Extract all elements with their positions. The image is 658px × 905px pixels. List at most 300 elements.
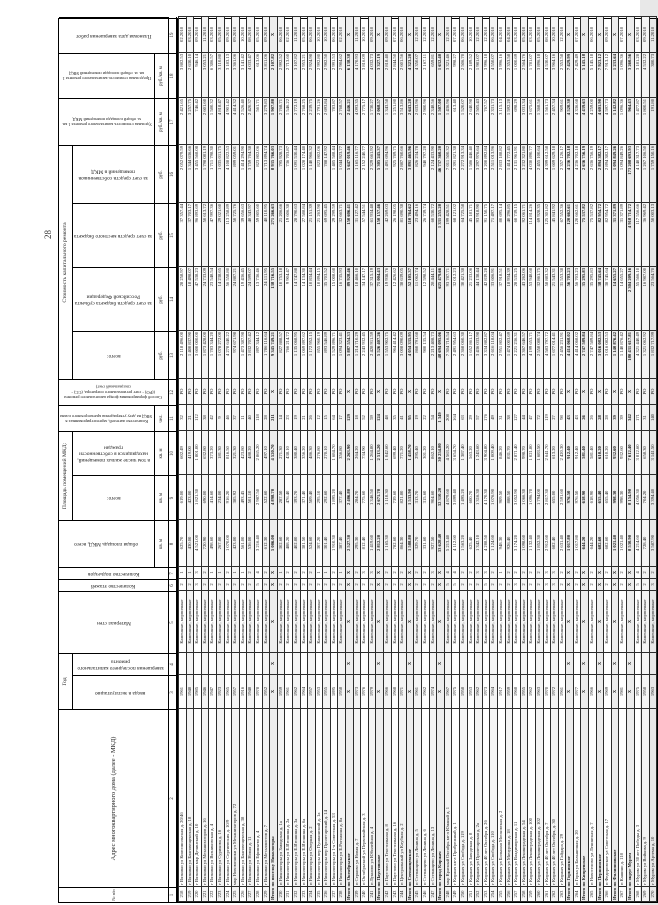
data-cell: 862.10 bbox=[429, 431, 437, 475]
data-cell: 3 812.60 bbox=[634, 431, 642, 475]
data-cell: 27 bbox=[551, 405, 559, 431]
data-cell: 1 730.27 bbox=[368, 98, 376, 145]
row-number-cell: 252 bbox=[475, 887, 483, 902]
data-cell: 1895 bbox=[330, 675, 338, 709]
data-cell: 1 652 861.17 bbox=[467, 331, 475, 379]
data-cell: 728.40 bbox=[642, 520, 650, 567]
data-cell: 4 530.07 bbox=[543, 53, 551, 98]
data-cell: 1 069 897.62 bbox=[300, 331, 308, 379]
group-header-cell: Площадь помещений МКД: bbox=[59, 431, 73, 520]
data-cell: 1958 bbox=[642, 675, 650, 709]
row-number-cell: 242 bbox=[384, 887, 392, 902]
data-cell: 69 928.35 bbox=[535, 203, 543, 267]
data-cell: X bbox=[596, 591, 604, 653]
data-cell: 1 533.90 bbox=[406, 475, 414, 520]
data-cell: Каменные, кирпичные bbox=[361, 591, 369, 653]
data-cell: 295.30 bbox=[353, 520, 361, 567]
data-cell: 26 739.74 bbox=[422, 203, 430, 267]
address-cell: г Киржач ул Свобода д. 110 bbox=[490, 709, 498, 887]
data-cell: РО bbox=[475, 379, 483, 405]
data-cell: 24 887.21 bbox=[232, 267, 240, 331]
data-cell: 788 147.92 bbox=[323, 145, 331, 203]
data-cell: 5 305 245.37 bbox=[376, 145, 384, 203]
data-cell: РО bbox=[338, 379, 346, 405]
column-number-cell: 15 bbox=[169, 203, 177, 267]
row-number-cell: 231 bbox=[285, 887, 293, 902]
data-cell: 284.70 bbox=[353, 475, 361, 520]
data-cell: 2 bbox=[619, 579, 627, 591]
data-cell: Каменные, кирпичные bbox=[201, 591, 209, 653]
table-row bbox=[201, 17, 209, 902]
data-cell: Каменные, кирпичные bbox=[642, 591, 650, 653]
data-cell: РО bbox=[224, 379, 232, 405]
data-cell: X bbox=[627, 653, 635, 675]
table-row bbox=[528, 17, 536, 902]
data-cell: 3 008 090.09 bbox=[399, 331, 407, 379]
row-number-cell: 270 bbox=[649, 887, 657, 902]
data-cell: 1961 bbox=[179, 675, 187, 709]
column-number-cell: 4 bbox=[169, 653, 177, 675]
data-cell: 5 145.18 bbox=[581, 53, 589, 98]
data-cell: 93 787.71 bbox=[444, 267, 452, 331]
data-cell: 1 021.80 bbox=[528, 431, 536, 475]
data-cell bbox=[179, 653, 187, 675]
data-cell: РО bbox=[232, 379, 240, 405]
data-cell: 3 327.19 bbox=[376, 53, 384, 98]
data-cell: 8 154.90 bbox=[627, 475, 635, 520]
data-cell: 1 bbox=[232, 567, 240, 579]
data-cell bbox=[535, 653, 543, 675]
table-row bbox=[642, 17, 650, 902]
data-cell: X bbox=[581, 675, 589, 709]
address-cell: г Вязники мкр Дечинский д. 10 bbox=[194, 709, 202, 887]
data-cell: 998.30 bbox=[619, 475, 627, 520]
data-cell: РО bbox=[239, 379, 247, 405]
data-cell: 08.2018 bbox=[247, 17, 255, 53]
unit-cell: чел. bbox=[155, 405, 169, 431]
table-row bbox=[232, 17, 240, 902]
data-cell: X bbox=[437, 579, 445, 591]
data-cell: 1 096.70 bbox=[528, 475, 536, 520]
header-cell: Количество жителей, зарегистрированных в МКД на дату утверждения краткосрочного плана bbox=[59, 405, 155, 431]
data-cell: 1 021.40 bbox=[619, 520, 627, 567]
data-cell: X bbox=[627, 17, 635, 53]
data-cell: 2 456 231.91 bbox=[558, 331, 566, 379]
data-cell: 2 633.96 bbox=[414, 98, 422, 145]
data-cell bbox=[391, 653, 399, 675]
table-row bbox=[247, 17, 255, 902]
data-cell: X bbox=[581, 591, 589, 653]
data-cell: 267.80 bbox=[216, 520, 224, 567]
data-cell: 4 918 714.72 bbox=[627, 203, 635, 267]
data-cell: X bbox=[406, 567, 414, 579]
data-cell: 625 479.66 bbox=[437, 267, 445, 331]
data-cell: 1948 bbox=[247, 675, 255, 709]
header-cell: за счет средств местного бюджета bbox=[73, 203, 155, 267]
data-cell: 21 233.06 bbox=[467, 267, 475, 331]
column-number-cell: 3 bbox=[169, 675, 177, 709]
data-cell: 8 935 766.03 bbox=[270, 145, 278, 203]
data-cell: 315.60 bbox=[422, 475, 430, 520]
data-cell: Каменные, кирпичные bbox=[247, 591, 255, 653]
data-cell: 2 818.40 bbox=[384, 53, 392, 98]
data-cell: 3 141.50 bbox=[649, 431, 657, 475]
data-cell bbox=[467, 653, 475, 675]
data-cell: 14 bbox=[277, 405, 285, 431]
data-cell: Каменные, кирпичные bbox=[528, 591, 536, 653]
data-cell: 1957 bbox=[308, 675, 316, 709]
data-cell: Каменные, кирпичные bbox=[589, 591, 597, 653]
data-cell: 855 960.19 bbox=[315, 331, 323, 379]
data-cell: 23 bbox=[285, 405, 293, 431]
address-cell: г Киржач ул 40 лет Октября д. 26 bbox=[482, 709, 490, 887]
row-number-cell: 263 bbox=[558, 887, 566, 902]
data-cell: X bbox=[611, 567, 619, 579]
data-cell: 67 552.36 bbox=[558, 203, 566, 267]
data-cell: 124 bbox=[376, 405, 384, 431]
data-cell: 2 457.34 bbox=[551, 98, 559, 145]
data-cell: 4 112.60 bbox=[452, 520, 460, 567]
data-cell: Каменные, кирпичные bbox=[649, 591, 657, 653]
data-cell: 1 bbox=[315, 567, 323, 579]
data-cell: 09.2018 bbox=[232, 17, 240, 53]
data-cell: 2 bbox=[497, 579, 505, 591]
data-cell: 82 954.72 bbox=[604, 203, 612, 267]
data-cell: 80 695.14 bbox=[497, 203, 505, 267]
data-cell: 313.70 bbox=[414, 475, 422, 520]
data-cell: 1957 bbox=[232, 675, 240, 709]
data-cell: 2 bbox=[315, 579, 323, 591]
column-number-cell: 1 bbox=[169, 887, 177, 902]
data-cell: 1 477.87 bbox=[634, 98, 642, 145]
data-cell: 658.30 bbox=[642, 431, 650, 475]
data-cell: Каменные, кирпичные bbox=[308, 591, 316, 653]
data-cell: 75 537.82 bbox=[589, 203, 597, 267]
data-cell: 1975 bbox=[452, 675, 460, 709]
data-cell: 909.61 bbox=[558, 98, 566, 145]
data-cell: 602.49 bbox=[179, 431, 187, 475]
data-cell: 38 bbox=[201, 405, 209, 431]
data-cell: X bbox=[581, 579, 589, 591]
data-cell: Каменные, кирпичные bbox=[573, 591, 581, 653]
data-cell: 4 054 335.95 bbox=[406, 331, 414, 379]
data-cell: 50 613.72 bbox=[201, 203, 209, 267]
data-cell: 3 394.40 bbox=[649, 475, 657, 520]
row-number-cell: 246 bbox=[422, 887, 430, 902]
data-cell: X bbox=[611, 675, 619, 709]
data-cell: 5 bbox=[634, 579, 642, 591]
data-cell: 600.70 bbox=[467, 475, 475, 520]
data-cell: 2 bbox=[391, 579, 399, 591]
data-cell: 373.20 bbox=[209, 431, 217, 475]
data-cell: X bbox=[376, 653, 384, 675]
data-cell: 2 bbox=[247, 567, 255, 579]
row-number-cell: 244 bbox=[399, 887, 407, 902]
data-cell: 09.2018 bbox=[262, 17, 270, 53]
data-cell: 2 bbox=[209, 579, 217, 591]
table-row bbox=[649, 17, 657, 902]
data-cell: 3 115.13 bbox=[497, 98, 505, 145]
data-cell bbox=[300, 653, 308, 675]
data-cell: 1 316.30 bbox=[475, 475, 483, 520]
data-cell: 2 bbox=[330, 567, 338, 579]
data-cell: 4 030 890.77 bbox=[528, 145, 536, 203]
data-cell: 1 251.80 bbox=[391, 98, 399, 145]
data-cell: 2 131 961.91 bbox=[513, 145, 521, 203]
data-cell: 1 321 062.92 bbox=[642, 331, 650, 379]
data-cell: 1961 bbox=[558, 675, 566, 709]
data-cell: 1958 bbox=[338, 675, 346, 709]
row-number-cell: 249 bbox=[452, 887, 460, 902]
data-cell: 1 485 588.44 bbox=[330, 145, 338, 203]
data-cell: 1 140 966.32 bbox=[308, 145, 316, 203]
data-cell: 2 bbox=[292, 579, 300, 591]
data-cell: 2 bbox=[642, 579, 650, 591]
address-cell: мкр Красный Октябрь кв-л Южный д. 1 bbox=[444, 709, 452, 887]
table-row bbox=[535, 17, 543, 902]
data-cell: 4 170.93 bbox=[353, 53, 361, 98]
column-number-cell: 16 bbox=[169, 145, 177, 203]
data-cell: 734.90 bbox=[361, 431, 369, 475]
table-row bbox=[262, 17, 270, 902]
data-cell: Каменные, кирпичные bbox=[323, 591, 331, 653]
unit-cell: руб./кв. м bbox=[155, 53, 169, 98]
data-cell: 4 170.30 bbox=[482, 475, 490, 520]
data-cell: 1 458.70 bbox=[406, 431, 414, 475]
data-cell: 95 bbox=[406, 405, 414, 431]
data-cell: 423.00 bbox=[186, 475, 194, 520]
data-cell: 34 147.17 bbox=[361, 267, 369, 331]
data-cell: 2 984.62 bbox=[338, 53, 346, 98]
data-cell: 782.60 bbox=[391, 520, 399, 567]
data-cell: 4 583 797.72 bbox=[543, 331, 551, 379]
data-cell: 3 297 976.64 bbox=[475, 145, 483, 203]
data-cell: 4 288.50 bbox=[482, 520, 490, 567]
data-cell: 2 107.82 bbox=[270, 53, 278, 98]
data-cell: 2 894 382.17 bbox=[596, 145, 604, 203]
data-cell bbox=[429, 653, 437, 675]
column-number-cell: 8 bbox=[169, 520, 177, 567]
data-cell: 1 331 255.20 bbox=[437, 203, 445, 267]
data-cell: РО bbox=[353, 379, 361, 405]
data-cell: РО bbox=[497, 379, 505, 405]
data-cell: 948.30 bbox=[497, 520, 505, 567]
data-cell: 38 639.05 bbox=[399, 267, 407, 331]
data-cell: 438.10 bbox=[285, 431, 293, 475]
data-cell: 1 759 150.16 bbox=[649, 145, 657, 203]
data-cell: 1 592.28 bbox=[505, 98, 513, 145]
data-cell: 926.40 bbox=[505, 520, 513, 567]
data-cell: 2 bbox=[330, 579, 338, 591]
data-cell: 07.2018 bbox=[573, 17, 581, 53]
data-cell: Каменные, кирпичные bbox=[634, 591, 642, 653]
data-cell: Каменные, кирпичные bbox=[459, 591, 467, 653]
data-cell: 13 736.46 bbox=[254, 267, 262, 331]
data-cell: РО bbox=[528, 379, 536, 405]
data-cell: 2 bbox=[535, 579, 543, 591]
row-number-cell: 261 bbox=[543, 887, 551, 902]
data-cell: 270.10 bbox=[323, 431, 331, 475]
data-cell: 1976 bbox=[361, 675, 369, 709]
data-cell: 916.20 bbox=[224, 475, 232, 520]
data-cell: 32 861.75 bbox=[535, 267, 543, 331]
data-cell: 1 436.96 bbox=[444, 98, 452, 145]
data-cell: Каменные, кирпичные bbox=[194, 591, 202, 653]
address-cell: п Горка ул Больничная д. 20 bbox=[573, 709, 581, 887]
data-cell: 2 772.19 bbox=[292, 98, 300, 145]
data-cell: 82 954.72 bbox=[596, 203, 604, 267]
address-cell: г Вязники ул Металлистов д. 7 bbox=[262, 709, 270, 887]
data-cell: 2 bbox=[490, 579, 498, 591]
data-cell: 28 790.63 bbox=[292, 203, 300, 267]
data-cell: 2 353.58 bbox=[505, 53, 513, 98]
data-cell: 3 bbox=[429, 567, 437, 579]
data-cell: 5 bbox=[482, 579, 490, 591]
data-cell: 09.2018 bbox=[642, 17, 650, 53]
data-cell: 1916 bbox=[239, 675, 247, 709]
data-cell: РО bbox=[452, 379, 460, 405]
data-cell: 581.40 bbox=[581, 431, 589, 475]
data-cell: 28 535.25 bbox=[513, 267, 521, 331]
data-cell: 2 bbox=[573, 579, 581, 591]
data-cell: 2 bbox=[422, 579, 430, 591]
data-cell: 48 bbox=[384, 405, 392, 431]
data-cell: 1 895.20 bbox=[330, 475, 338, 520]
data-cell: 612.30 bbox=[262, 520, 270, 567]
data-cell: 1 165 116.77 bbox=[353, 145, 361, 203]
data-cell: 1 264.80 bbox=[368, 431, 376, 475]
total-label-cell: Итого по Кипревское bbox=[581, 709, 589, 902]
address-cell: г Муром ул Войкова д. 9 bbox=[642, 709, 650, 887]
data-cell: Каменные, кирпичные bbox=[505, 591, 513, 653]
data-cell: 49 bbox=[490, 405, 498, 431]
table-row bbox=[330, 17, 338, 902]
data-cell: 613.40 bbox=[452, 98, 460, 145]
data-cell: 19 938.76 bbox=[384, 267, 392, 331]
data-cell: 1 852.30 bbox=[535, 520, 543, 567]
data-cell: 02.2018 bbox=[285, 17, 293, 53]
data-cell: 28 444.11 bbox=[429, 267, 437, 331]
data-cell: Каменные, кирпичные bbox=[399, 591, 407, 653]
data-cell: 56 703.23 bbox=[573, 267, 581, 331]
unit-cell: кв. м bbox=[155, 520, 169, 567]
data-cell: X bbox=[566, 591, 574, 653]
data-cell: 03.2018 bbox=[634, 17, 642, 53]
data-cell: 09.2018 bbox=[368, 17, 376, 53]
data-cell: РО bbox=[216, 379, 224, 405]
header-cell: Количество подъездов bbox=[59, 567, 169, 579]
data-cell: 302.60 bbox=[277, 520, 285, 567]
data-cell: 2 357 126.17 bbox=[558, 145, 566, 203]
data-cell: Каменные, кирпичные bbox=[551, 591, 559, 653]
data-cell: X bbox=[406, 17, 414, 53]
data-cell: 1963 bbox=[649, 675, 657, 709]
data-cell: 1 520.07 bbox=[459, 98, 467, 145]
data-cell: 1 096.36 bbox=[619, 98, 627, 145]
data-cell: 2 bbox=[604, 567, 612, 579]
address-cell: г Киржач ул Владимирская д. 11 bbox=[513, 709, 521, 887]
data-cell: РО bbox=[247, 379, 255, 405]
data-cell bbox=[353, 653, 361, 675]
data-cell: X bbox=[270, 579, 278, 591]
total-row bbox=[627, 17, 635, 902]
data-cell: 04.2018 bbox=[505, 17, 513, 53]
data-cell: РО bbox=[399, 379, 407, 405]
data-cell: 1 172 952.15 bbox=[308, 331, 316, 379]
unit-cell: руб./кв. м bbox=[155, 98, 169, 145]
data-cell: 1 632.40 bbox=[437, 53, 445, 98]
data-cell: 2 406.80 bbox=[346, 475, 354, 520]
row-number-cell: 236 bbox=[323, 887, 331, 902]
data-cell: 37 703.17 bbox=[186, 203, 194, 267]
data-cell: РО bbox=[444, 379, 452, 405]
table-row bbox=[277, 17, 285, 902]
data-cell: 682.60 bbox=[596, 520, 604, 567]
data-cell bbox=[361, 653, 369, 675]
data-cell: 60 530.72 bbox=[429, 203, 437, 267]
data-cell: 26 198.05 bbox=[391, 203, 399, 267]
data-cell: 1 267 106.50 bbox=[642, 145, 650, 203]
data-cell: 1 677 014.41 bbox=[551, 331, 559, 379]
header-cell: за счет средств собственников помещений в МКД bbox=[73, 145, 155, 203]
data-cell: 976.50 bbox=[573, 475, 581, 520]
data-cell: 1963 bbox=[535, 675, 543, 709]
data-cell: РО bbox=[634, 379, 642, 405]
data-cell: 11.2018 bbox=[292, 17, 300, 53]
data-cell: 371.40 bbox=[300, 475, 308, 520]
data-cell: 1985 bbox=[194, 675, 202, 709]
data-cell: 2 167.11 bbox=[422, 53, 430, 98]
data-cell: X bbox=[406, 591, 414, 653]
data-cell: 380.73 bbox=[649, 53, 657, 98]
data-cell: 1 832 717.99 bbox=[649, 331, 657, 379]
data-cell: 3 321.46 bbox=[444, 53, 452, 98]
data-cell: РО bbox=[315, 379, 323, 405]
row-number-cell: 258 bbox=[520, 887, 528, 902]
unit-cell: кв. м bbox=[155, 475, 169, 520]
data-cell: 2 bbox=[399, 579, 407, 591]
data-cell: 766 214.72 bbox=[285, 331, 293, 379]
data-cell: 1961 bbox=[414, 675, 422, 709]
data-cell: 2 331.73 bbox=[490, 98, 498, 145]
address-cell: п Никологоры ул Заводская д. 1а bbox=[277, 709, 285, 887]
data-cell: 3 904.80 bbox=[482, 431, 490, 475]
data-cell: 57 544.51 bbox=[361, 203, 369, 267]
data-cell: 2 446.21 bbox=[346, 98, 354, 145]
data-cell: 32 012.23 bbox=[452, 267, 460, 331]
data-cell: 1 070.00 bbox=[224, 520, 232, 567]
data-cell: 9 345 749.21 bbox=[270, 331, 278, 379]
data-cell: 2 630.10 bbox=[186, 53, 194, 98]
data-cell: 2 bbox=[384, 567, 392, 579]
data-cell: 925 789.75 bbox=[391, 145, 399, 203]
data-cell: 21 151.39 bbox=[308, 203, 316, 267]
address-cell: мкр Нововязники ул Механизаторов д. 72 bbox=[232, 709, 240, 887]
data-cell: 234.00 bbox=[216, 475, 224, 520]
data-cell: 4 898.70 bbox=[270, 475, 278, 520]
data-cell: 12.2018 bbox=[414, 17, 422, 53]
data-cell: 536.00 bbox=[247, 520, 255, 567]
data-cell: 37 315.19 bbox=[368, 267, 376, 331]
data-cell: 2 bbox=[300, 579, 308, 591]
data-cell: 08.2018 bbox=[543, 17, 551, 53]
data-cell: 44 138.44 bbox=[475, 267, 483, 331]
row-number-cell: 239 bbox=[353, 887, 361, 902]
address-cell: г Киржач ул Заводская д. 8 bbox=[467, 709, 475, 887]
row-number-cell: 253 bbox=[482, 887, 490, 902]
data-cell: 12.2018 bbox=[558, 17, 566, 53]
table-row bbox=[308, 17, 316, 902]
